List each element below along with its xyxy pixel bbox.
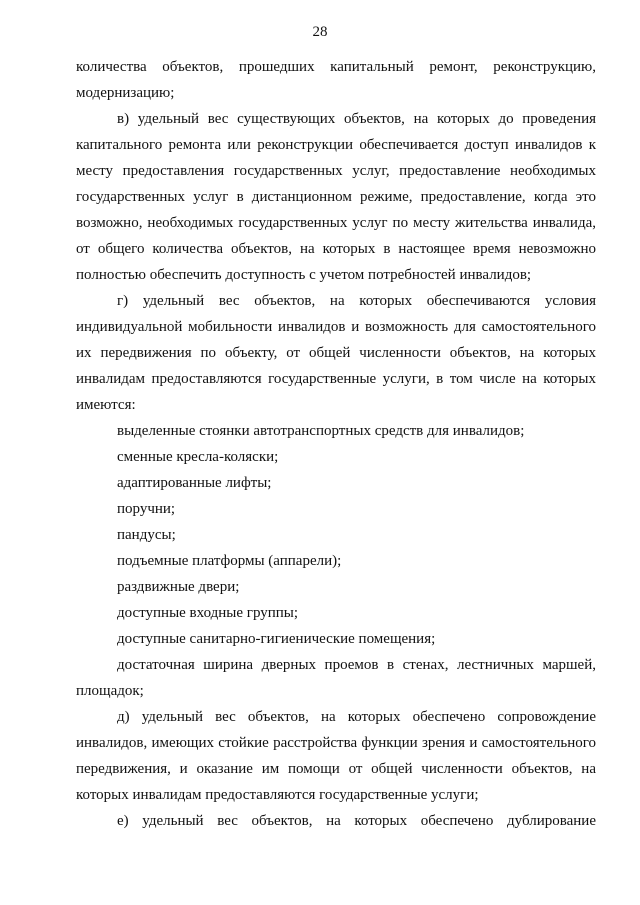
paragraph: количества объектов, прошедших капитальный ремонт, реконструкцию, модернизацию; [76, 59, 596, 101]
document-body [76, 54, 596, 834]
list-item: пандусы; [117, 527, 176, 543]
page-number: 28 [312, 24, 328, 40]
paragraph: д) удельный вес объектов, на которых обеспечено сопровождение инвалидов, имеющих стойкие расстройства функции зрения и самостоятельного передвижения, и оказание им помощи от общей численности объектов, на которых инвалидам предоставляются государственные услуги; [76, 709, 596, 803]
paragraph: г) удельный вес объектов, на которых обеспечиваются условия индивидуальной мобильности инвалидов и возможность для самостоятельного их передвижения по объекту, от общей численности объектов, на которых инвалидам предоставляются государственные услуги, в том числе на которых имеются: [76, 293, 596, 413]
list-item: доступные санитарно-гигиенические помещения; [117, 631, 436, 647]
list-item: подъемные платформы (аппарели); [117, 553, 342, 569]
paragraph: в) удельный вес существующих объектов, на которых до проведения капитального ремонта или реконструкции обеспечивается доступ инвалидов к месту предоставления государственных услуг, предоставление необходимых государственных услуг в дистанционном режиме, предоставление, когда это возможно, необходимых государственных услуг по месту жительства инвалида, от общего количества объектов, на которых в настоящее время невозможно полностью обеспечить доступность с учетом потребностей инвалидов; [76, 111, 596, 283]
paragraph: достаточная ширина дверных проемов в стенах, лестничных маршей, площадок; [76, 657, 596, 699]
paragraph: е) удельный вес объектов, на которых обеспечено дублирование [117, 813, 596, 829]
list-item: сменные кресла-коляски; [117, 449, 279, 465]
list-item: раздвижные двери; [117, 579, 240, 595]
list-item: адаптированные лифты; [117, 475, 272, 491]
list-item: выделенные стоянки автотранспортных средств для инвалидов; [117, 423, 525, 439]
list-item: доступные входные группы; [117, 605, 299, 621]
list-item: поручни; [117, 501, 176, 517]
